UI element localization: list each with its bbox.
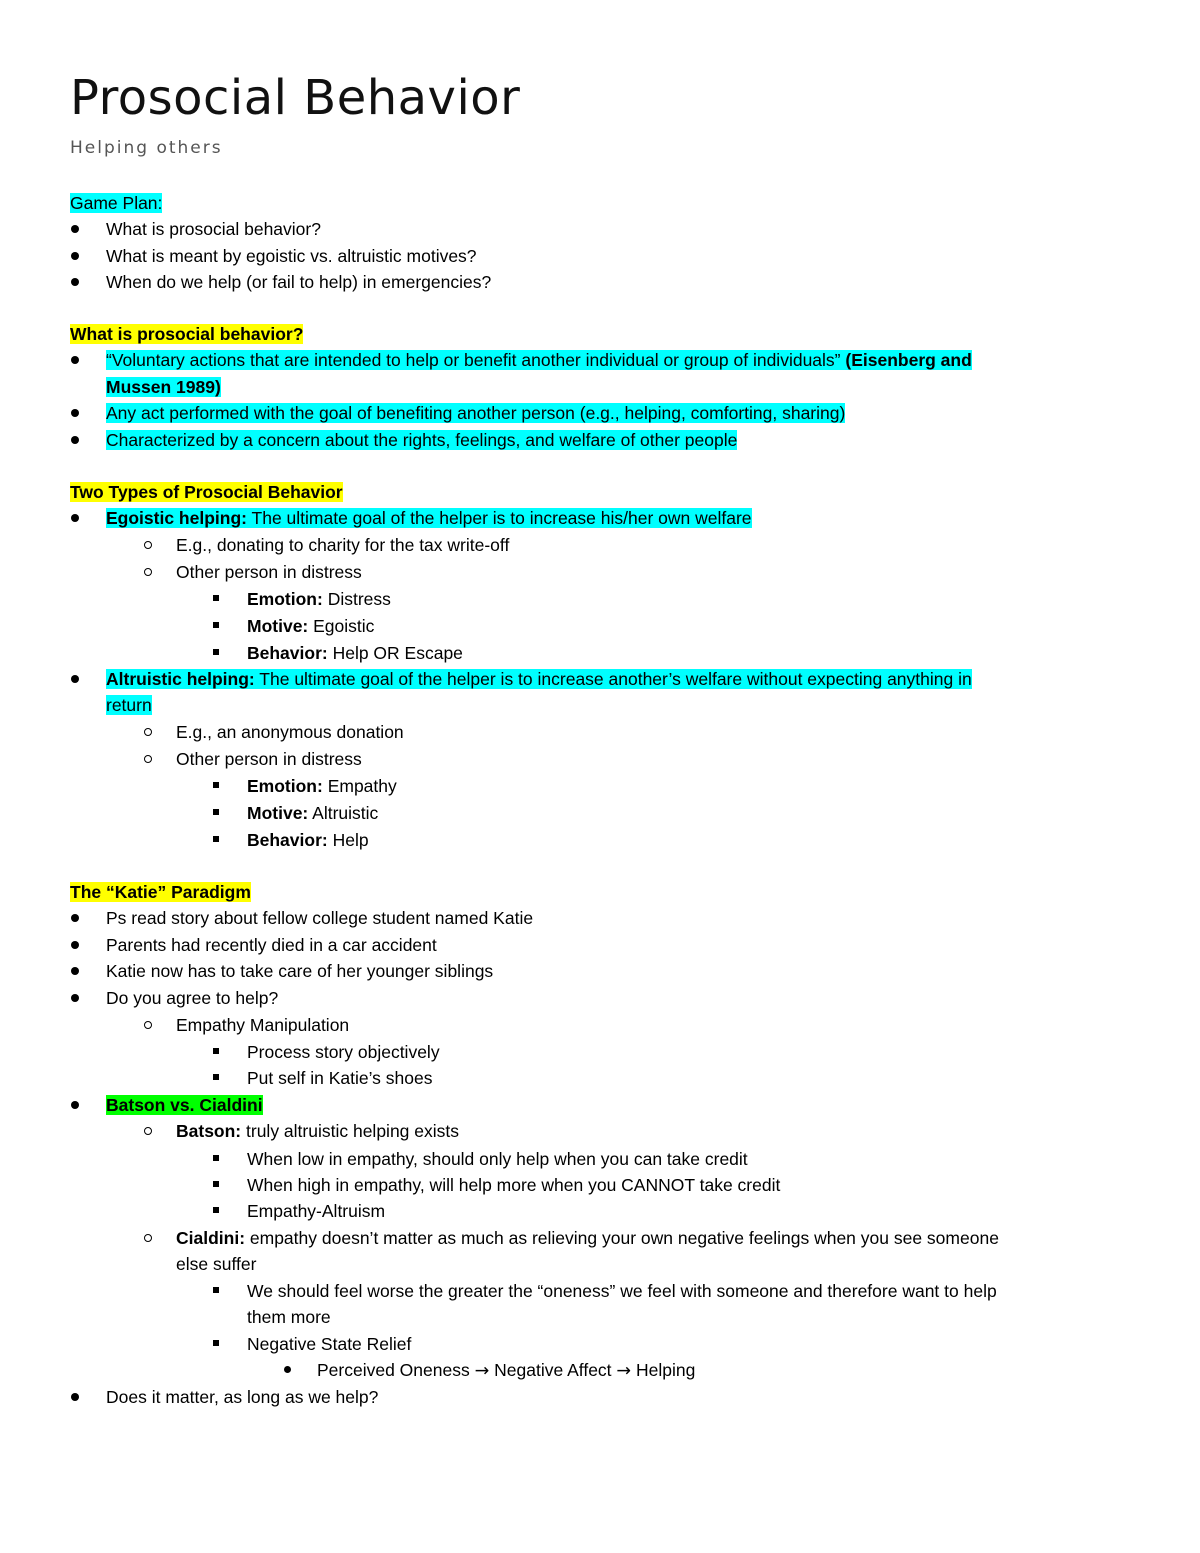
list-item: Parents had recently died in a car accident — [106, 935, 437, 955]
list-item: What is prosocial behavior? — [106, 219, 321, 239]
list-item: Other person in distress — [176, 562, 362, 582]
page-title: Prosocial Behavior — [70, 70, 521, 126]
bullet-icon — [71, 994, 79, 1002]
list-item: Characterized by a concern about the rights, feelings, and welfare of other people — [106, 430, 738, 450]
list-item: We should feel worse the greater the “oneness” we feel with someone and therefore want to help — [247, 1281, 997, 1301]
circle-bullet-icon — [144, 755, 152, 763]
bullet-icon — [71, 409, 79, 417]
list-item: Altruistic helping: The ultimate goal of the helper is to increase another’s welfare without expecting anything in — [106, 669, 972, 689]
square-bullet-icon — [213, 1207, 219, 1213]
bullet-icon — [71, 252, 79, 260]
section-heading: What is prosocial behavior? — [70, 324, 304, 344]
list-item: Do you agree to help? — [106, 988, 279, 1008]
list-item: Negative State Relief — [247, 1334, 412, 1354]
list-item: Perceived Oneness → Negative Affect → Helping — [317, 1360, 696, 1381]
circle-bullet-icon — [144, 728, 152, 736]
list-item: Batson vs. Cialdini — [106, 1095, 263, 1115]
list-item: “Voluntary actions that are intended to help or benefit another individual or group of individuals” (Eisenberg and — [106, 350, 972, 370]
page-subtitle: Helping others — [70, 138, 223, 158]
square-bullet-icon — [213, 1181, 219, 1187]
list-item-continuation: return — [106, 695, 152, 715]
list-item: E.g., donating to charity for the tax write-off — [176, 535, 510, 555]
square-bullet-icon — [213, 836, 219, 842]
square-bullet-icon — [213, 1340, 219, 1346]
section-heading: Two Types of Prosocial Behavior — [70, 482, 343, 502]
list-item: Other person in distress — [176, 749, 362, 769]
list-item: E.g., an anonymous donation — [176, 722, 404, 742]
bullet-icon — [71, 436, 79, 444]
list-item-continuation: else suffer — [176, 1254, 257, 1274]
list-item: Motive: Altruistic — [247, 803, 379, 823]
square-bullet-icon — [213, 1287, 219, 1293]
square-bullet-icon — [213, 595, 219, 601]
list-item: Emotion: Empathy — [247, 776, 397, 796]
bullet-icon — [71, 514, 79, 522]
game-plan-heading: Game Plan: — [70, 193, 163, 213]
square-bullet-icon — [213, 1074, 219, 1080]
circle-bullet-icon — [144, 1021, 152, 1029]
list-item: What is meant by egoistic vs. altruistic motives? — [106, 246, 477, 266]
bullet-icon — [71, 356, 79, 364]
list-item: Cialdini: empathy doesn’t matter as much as relieving your own negative feelings when you see someone — [176, 1228, 999, 1248]
list-item: Process story objectively — [247, 1042, 440, 1062]
bullet-icon — [71, 941, 79, 949]
list-item: When do we help (or fail to help) in emergencies? — [106, 272, 492, 292]
square-bullet-icon — [213, 782, 219, 788]
list-item: Put self in Katie’s shoes — [247, 1068, 433, 1088]
bullet-icon — [71, 967, 79, 975]
list-item: Katie now has to take care of her younger siblings — [106, 961, 494, 981]
list-item-continuation: Mussen 1989) — [106, 377, 221, 397]
bullet-icon — [284, 1366, 291, 1373]
square-bullet-icon — [213, 1048, 219, 1054]
list-item-continuation: them more — [247, 1307, 331, 1327]
bullet-icon — [71, 1393, 79, 1401]
list-item: Egoistic helping: The ultimate goal of the helper is to increase his/her own welfare — [106, 508, 752, 528]
arrow-right-icon: → — [474, 1361, 490, 1381]
square-bullet-icon — [213, 622, 219, 628]
circle-bullet-icon — [144, 541, 152, 549]
circle-bullet-icon — [144, 568, 152, 576]
list-item: Behavior: Help — [247, 830, 369, 850]
bullet-icon — [71, 1101, 79, 1109]
list-item: Behavior: Help OR Escape — [247, 643, 463, 663]
bullet-icon — [71, 225, 79, 233]
list-item: Any act performed with the goal of benefiting another person (e.g., helping, comforting, sharing) — [106, 403, 846, 423]
list-item: Does it matter, as long as we help? — [106, 1387, 379, 1407]
list-item: Batson: truly altruistic helping exists — [176, 1121, 460, 1141]
list-item: Emotion: Distress — [247, 589, 391, 609]
list-item: Empathy-Altruism — [247, 1201, 386, 1221]
circle-bullet-icon — [144, 1234, 152, 1242]
bullet-icon — [71, 278, 79, 286]
list-item: Motive: Egoistic — [247, 616, 375, 636]
list-item: When high in empathy, will help more when you CANNOT take credit — [247, 1175, 781, 1195]
list-item: Ps read story about fellow college student named Katie — [106, 908, 534, 928]
bullet-icon — [71, 914, 79, 922]
circle-bullet-icon — [144, 1127, 152, 1135]
square-bullet-icon — [213, 649, 219, 655]
section-heading: The “Katie” Paradigm — [70, 882, 251, 902]
square-bullet-icon — [213, 809, 219, 815]
list-item: Empathy Manipulation — [176, 1015, 350, 1035]
square-bullet-icon — [213, 1155, 219, 1161]
bullet-icon — [71, 675, 79, 683]
list-item: When low in empathy, should only help when you can take credit — [247, 1149, 748, 1169]
arrow-right-icon: → — [616, 1361, 632, 1381]
